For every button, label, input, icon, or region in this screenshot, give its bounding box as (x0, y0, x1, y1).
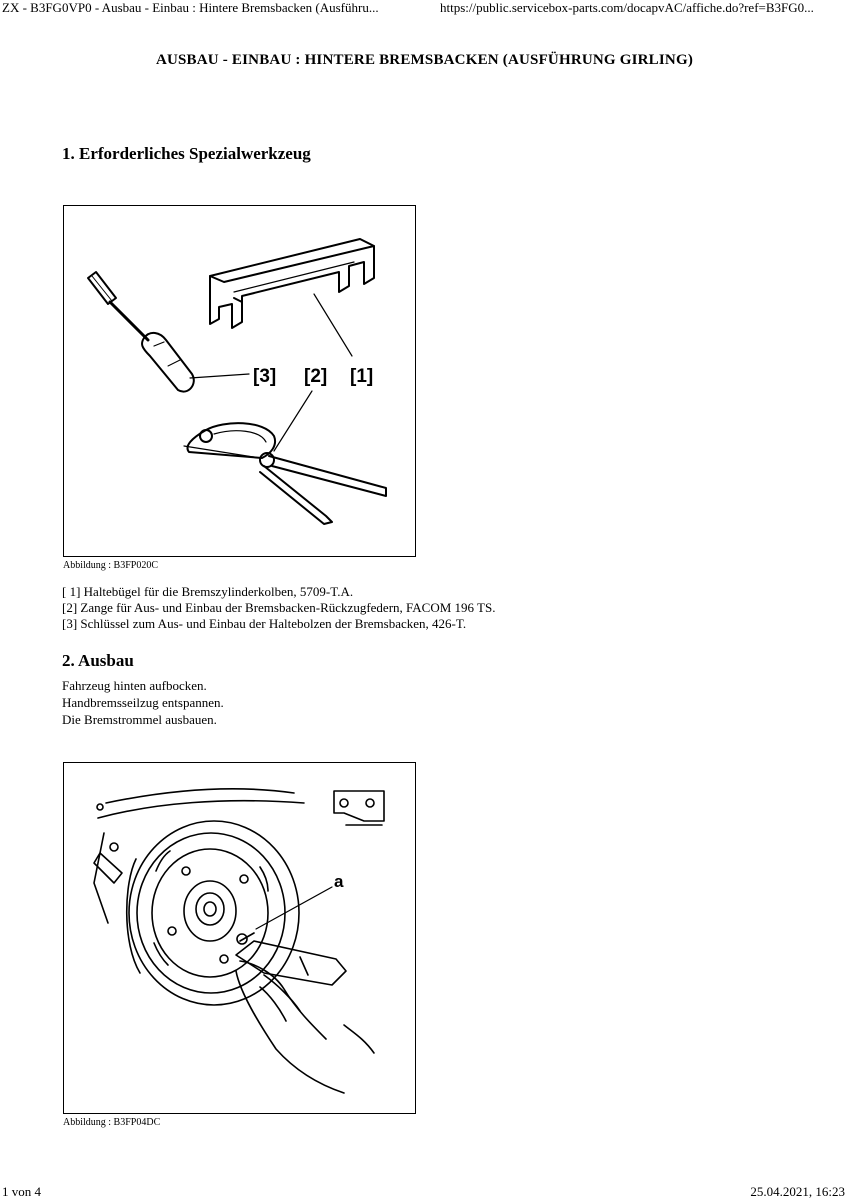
callout-3: [3] (253, 366, 277, 387)
bracket-top-right (334, 791, 384, 825)
document-title: AUSBAU - EINBAU : HINTERE BREMSBACKEN (AUSFÜHRUNG GIRLING) (155, 52, 694, 68)
pliers-tool (184, 423, 386, 524)
hand-with-tool (236, 933, 374, 1093)
tool-legend (62, 584, 495, 632)
legend-item-1: [ 1] Haltebügel für die Bremszylinderkolben, 5709-T.A. (62, 584, 354, 599)
print-header-url: https://public.servicebox-parts.com/docapvAC/affiche.do?ref=B3FG0... (440, 0, 814, 15)
step-3: Die Bremstrommel ausbauen. (62, 712, 217, 727)
print-header (0, 0, 849, 16)
wrench-tool (88, 272, 194, 392)
retaining-bracket-tool (210, 239, 374, 328)
leader-line-1 (314, 294, 352, 356)
figure-special-tools (63, 205, 416, 557)
callout-a: a (334, 872, 344, 891)
print-footer (0, 1184, 849, 1200)
section-heading-special-tools: 1. Erforderliches Spezialwerkzeug (62, 144, 311, 163)
special-tools-illustration (64, 206, 415, 556)
print-datetime: 25.04.2021, 16:23 (750, 1184, 845, 1199)
ausbau-steps (62, 677, 224, 728)
figure-caption-1: Abbildung : B3FP020C (63, 560, 159, 571)
legend-item-3: [3] Schlüssel zum Aus- und Einbau der Haltebolzen der Bremsbacken, 426-T. (62, 616, 467, 631)
callout-1: [1] (350, 366, 374, 387)
print-header-title: ZX - B3FG0VP0 - Ausbau - Einbau : Hintere Bremsbacken (Ausführu... (2, 0, 379, 15)
step-2: Handbremsseilzug entspannen. (62, 695, 224, 710)
page-number: 1 von 4 (2, 1184, 41, 1199)
callout-2: [2] (304, 366, 328, 387)
section-heading-ausbau: 2. Ausbau (62, 651, 134, 670)
leader-line-2 (274, 391, 312, 451)
figure-caption-2: Abbildung : B3FP04DC (63, 1117, 161, 1128)
leader-line-3 (190, 374, 249, 378)
figure-brake-drum (63, 762, 416, 1114)
step-1: Fahrzeug hinten aufbocken. (62, 678, 207, 693)
legend-item-2: [2] Zange für Aus- und Einbau der Bremsbacken-Rückzugfedern, FACOM 196 TS. (62, 600, 496, 615)
brake-drum-illustration (64, 763, 415, 1113)
